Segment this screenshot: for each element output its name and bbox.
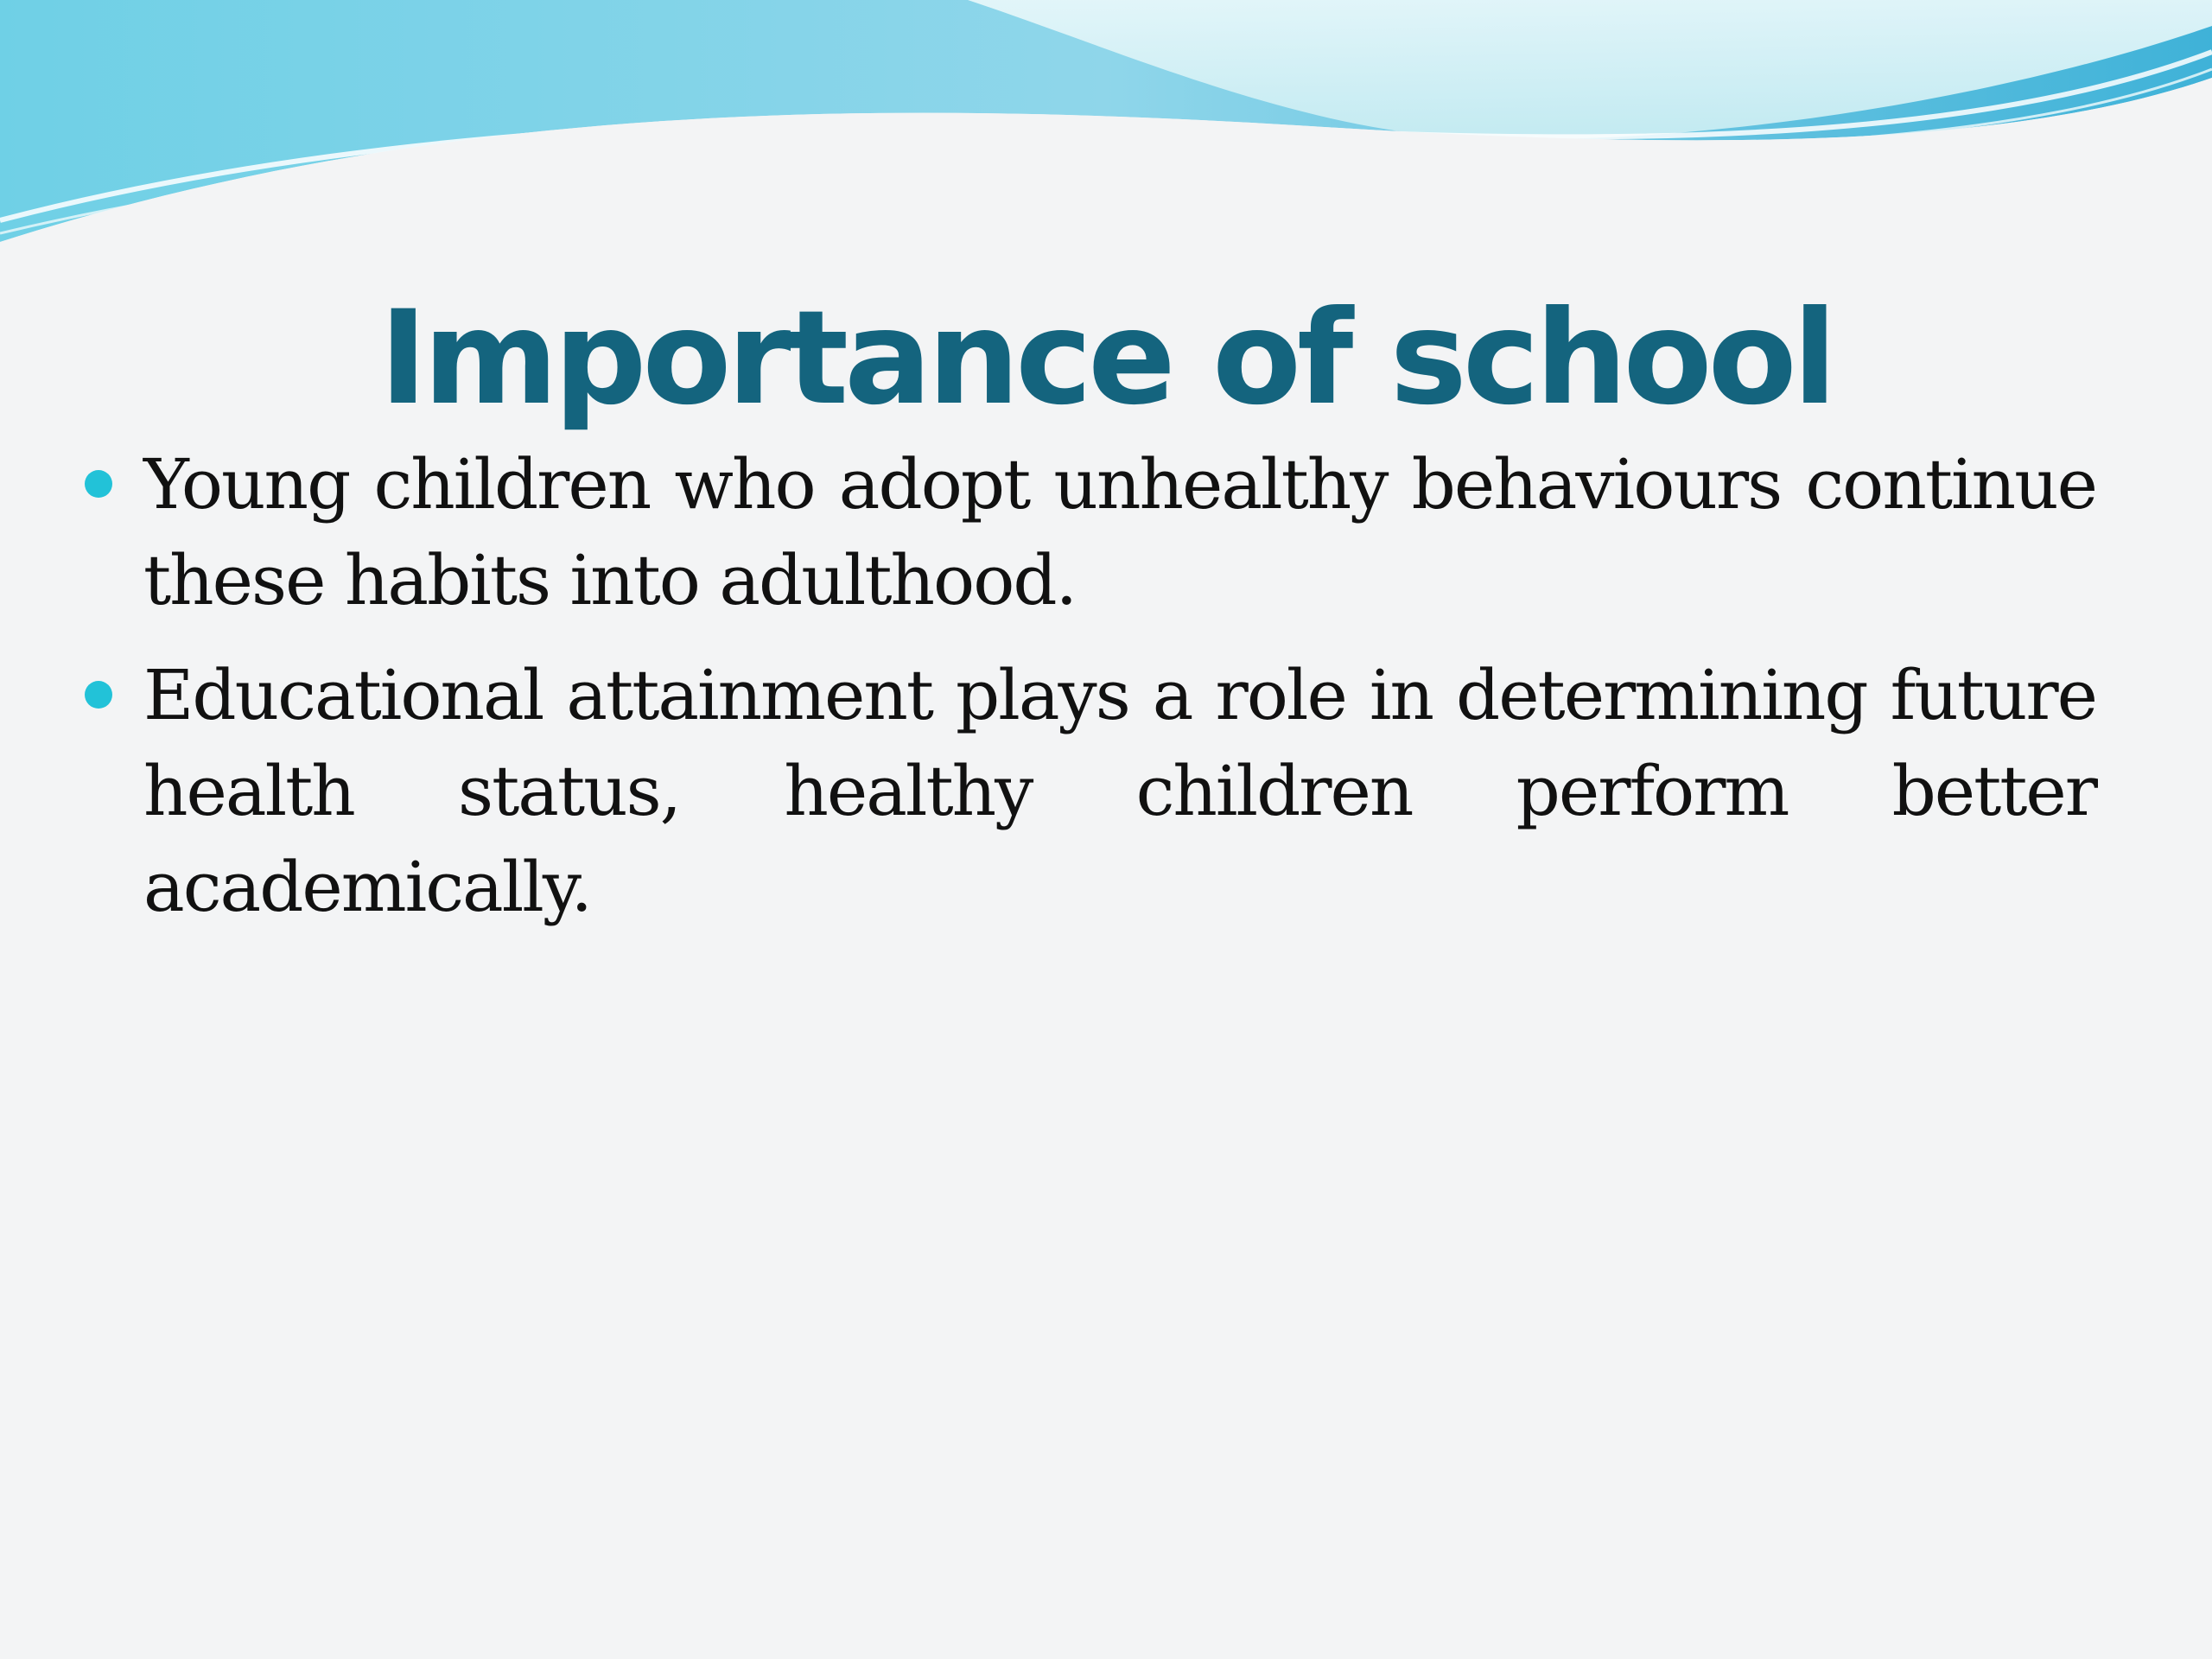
bullet-list [0,436,2212,954]
bullet-icon [85,681,112,709]
header-wave-decoration [0,0,2212,259]
bullet-text: Young children who adopt unhealthy behaviours continue these habits into adulthood. [143,444,2096,620]
bullet-text: Educational attainment plays a role in determining future health status, healthy children perform better academically. [143,655,2096,927]
slide-title: Importance of school [378,283,1834,434]
bullet-item [143,647,2096,935]
bullet-item [143,436,2096,628]
bullet-icon [85,470,112,498]
